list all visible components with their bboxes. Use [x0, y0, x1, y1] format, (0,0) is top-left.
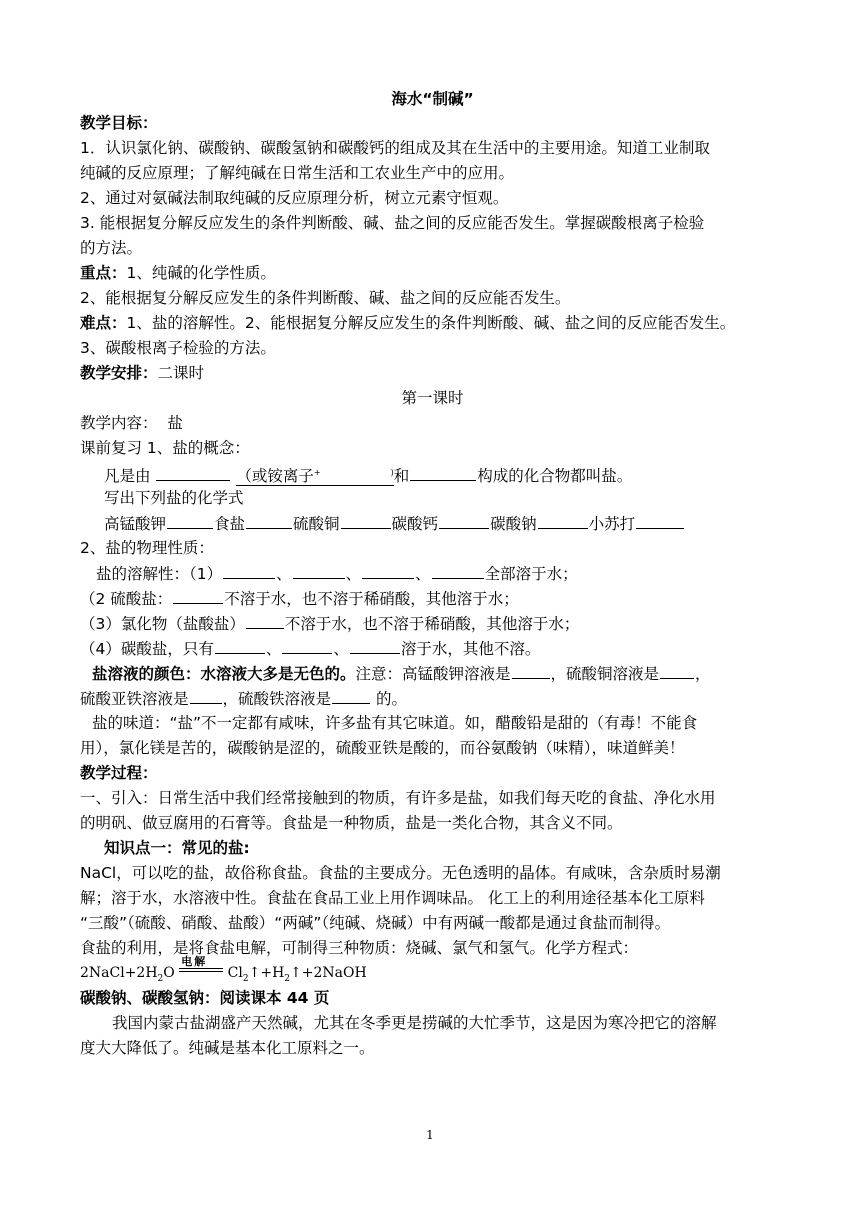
salt-5-label: 碳酸钠 — [490, 515, 537, 533]
concept-ammonium-blank[interactable]: （或铵离子+ ) — [236, 467, 394, 486]
solution-color-heading: 盐溶液的颜色：水溶液大多是无色的。 — [92, 665, 356, 683]
equation-product-2: ↑+H — [248, 965, 285, 981]
color-text-c: ， — [695, 665, 711, 683]
separator: 、 — [333, 640, 349, 658]
separator: 、 — [345, 565, 362, 583]
concept-text-c: 和 — [393, 467, 410, 486]
solubility-4-label: （4）碳酸盐，只有 — [80, 640, 214, 658]
formula-fill-line — [104, 512, 685, 535]
blank-field[interactable] — [341, 512, 391, 529]
blank-field[interactable] — [282, 637, 332, 654]
key-points-label: 重点： — [80, 264, 127, 282]
subscript: 2 — [284, 973, 291, 984]
difficulty-line-1 — [80, 312, 735, 334]
nacl-line-a: NaCl，可以吃的盐，故俗称食盐。食盐的主要成分。无色透明的晶体。有咸味，含杂质时易潮 — [80, 864, 721, 882]
salt-2-label: 食盐 — [214, 515, 246, 533]
key-points-line-1 — [80, 262, 276, 284]
separator: 、 — [265, 640, 282, 658]
separator: 、 — [415, 565, 431, 583]
goal-3-line-a: 3. 能根据复分解反应发生的条件判断酸、碱、盐之间的反应能否发生。掌握碳酸根离子检验 — [80, 214, 705, 232]
arrangement-line — [80, 362, 204, 384]
reaction-condition-sign — [179, 955, 223, 977]
carbonate-line-a: 我国内蒙古盐湖盛产天然碱，尤其在冬季更是捞碱的大忙季节，这是因为寒冷把它的溶解 — [112, 1014, 717, 1032]
salt-4-label: 碳酸钙 — [391, 515, 439, 533]
blank-field[interactable] — [512, 662, 550, 679]
content-line — [80, 412, 183, 434]
arrangement-label: 教学安排： — [80, 364, 158, 382]
equation-reactants: 2NaCl+2H — [80, 965, 158, 981]
goal-1-line-a: 1．认识氯化钠、碳酸钠、碳酸氢钠和碳酸钙的组成及其在生活中的主要用途。知道工业制取 — [80, 139, 710, 157]
difficulty-label: 难点： — [80, 314, 127, 332]
physical-properties-heading: 2、盐的物理性质： — [80, 539, 214, 557]
reaction-condition: 电解 — [181, 955, 208, 968]
nacl-line-d: 食盐的利用，是将食盐电解，可制得三种物质：烧碱、氯气和氢气。化学方程式： — [80, 939, 639, 957]
blank-field[interactable] — [173, 587, 223, 604]
blank-field[interactable] — [246, 612, 284, 629]
solubility-3-label: （3）氯化物（盐酸盐） — [80, 615, 245, 633]
goal-1-line-b: 纯碱的反应原理；了解纯碱在日常生活和工农业生产中的应用。 — [80, 164, 515, 182]
solubility-1-label: 盐的溶解性：（1） — [96, 565, 223, 583]
solubility-line-1 — [96, 562, 578, 585]
goal-3-line-b: 的方法。 — [80, 239, 143, 257]
intro-line-a: 一、引入：日常生活中我们经常接触到的物质，有许多是盐，如我们每天吃的食盐、净化水用 — [80, 789, 716, 807]
salt-6-label: 小苏打 — [588, 515, 636, 533]
content-label: 教学内容： — [80, 414, 158, 432]
page-title: 海水“制碱” — [391, 90, 474, 108]
blank-field[interactable] — [156, 464, 230, 481]
color-text-d: 硫酸亚铁溶液是 — [80, 690, 189, 708]
blank-field[interactable] — [660, 662, 694, 679]
concept-text-b: （或铵离子 — [236, 467, 314, 486]
nacl-line-b: 解；溶于水，水溶液中性。食盐在食品工业上用作调味品。 化工上的利用途径基本化工原料 — [80, 889, 705, 907]
blank-field[interactable] — [350, 637, 400, 654]
salt-1-label: 高锰酸钾 — [104, 515, 167, 533]
blank-field[interactable] — [432, 562, 484, 579]
concept-text-a: 凡是由 — [104, 467, 151, 486]
color-text-b: ，硫酸铜溶液是 — [550, 665, 660, 683]
separator: 、 — [276, 565, 292, 583]
process-heading: 教学过程： — [80, 764, 158, 782]
lesson-heading: 第一课时 — [401, 389, 464, 407]
difficulty-1: 1、盐的溶解性。2、能根据复分解反应发生的条件判断酸、碱、盐之间的反应能否发生。 — [126, 314, 736, 332]
solubility-line-3 — [80, 612, 579, 635]
blank-field[interactable] — [362, 562, 414, 579]
solution-color-line — [92, 662, 711, 685]
review-heading: 课前复习 1、盐的概念： — [80, 439, 250, 457]
goals-heading: 教学目标： — [80, 114, 158, 132]
blank-field[interactable] — [538, 512, 588, 529]
key-point-2: 2、能根据复分解反应发生的条件判断酸、碱、盐之间的反应能否发生。 — [80, 289, 571, 307]
solution-color-line-2 — [80, 687, 407, 710]
solubility-4-tail: 溶于水，其他不溶。 — [400, 640, 541, 658]
taste-line-a: 盐的味道：“盐”不一定都有咸味，许多盐有其它味道。如，醋酸铅是甜的（有毒！不能食 — [92, 714, 698, 732]
blank-field[interactable] — [167, 512, 213, 529]
knowledge-point-1: 知识点一：常见的盐: — [104, 839, 250, 857]
page-number: 1 — [426, 1128, 434, 1142]
color-text-e: ，硫酸铁溶液是 — [222, 690, 332, 708]
nacl-line-c: “三酸”（硫酸、硝酸、盐酸）“两碱”（纯碱、烧碱）中有两碱一酸都是通过食盐而制得。 — [80, 914, 671, 932]
salt-concept-line — [104, 462, 632, 487]
taste-line-b: 用），氯化镁是苦的，碳酸钠是涩的，硫酸亚铁是酸的，而谷氨酸钠（味精），味道鲜美！ — [80, 739, 685, 757]
blank-field[interactable] — [410, 464, 476, 481]
intro-line-b: 的明矾、做豆腐用的石膏等。食盐是一种物质，盐是一类化合物，其含义不同。 — [80, 814, 623, 832]
carbonate-heading: 碳酸钠、碳酸氢钠：阅读课本 44 页 — [80, 989, 330, 1007]
solubility-3-tail: 不溶于水，也不溶于稀硝酸，其他溶于水； — [284, 615, 580, 633]
blank-field[interactable] — [223, 562, 275, 579]
salt-3-label: 硫酸铜 — [293, 515, 340, 533]
blank-field[interactable] — [332, 687, 370, 704]
blank-field[interactable] — [293, 562, 345, 579]
concept-text-d: 构成的化合物都叫盐。 — [477, 467, 633, 486]
solubility-1-tail: 全部溶于水； — [484, 565, 578, 583]
goal-2: 2、通过对氨碱法制取纯碱的反应原理分析，树立元素守恒观。 — [80, 189, 509, 207]
difficulty-3: 3、碳酸根离子检验的方法。 — [80, 339, 276, 357]
subscript: 2 — [242, 973, 249, 984]
arrangement-value: 二课时 — [157, 364, 205, 382]
blank-field[interactable] — [215, 637, 265, 654]
color-text-a: 注意：高锰酸钾溶液是 — [355, 665, 511, 683]
solubility-2-tail: 不溶于水，也不溶于稀硝酸，其他溶于水； — [224, 590, 519, 608]
subscript: 2 — [157, 973, 164, 984]
equation-reactants-end: O — [163, 965, 175, 981]
equation-product-1: Cl — [227, 965, 243, 981]
blank-field[interactable] — [439, 512, 489, 529]
key-point-1: 1、纯碱的化学性质。 — [126, 264, 276, 282]
solubility-line-4 — [80, 637, 540, 660]
solubility-line-2 — [80, 587, 519, 610]
content-value: 盐 — [167, 414, 183, 432]
write-formula-prompt: 写出下列盐的化学式 — [104, 489, 244, 507]
solubility-2-label: （2 硫酸盐： — [80, 590, 173, 608]
equation-product-3: ↑+2NaOH — [290, 965, 367, 981]
blank-field[interactable] — [636, 512, 684, 529]
blank-field[interactable] — [190, 687, 222, 704]
color-text-f: 的。 — [375, 690, 407, 708]
carbonate-line-b: 度大大降低了。纯碱是基本化工原料之一。 — [80, 1039, 375, 1057]
blank-field[interactable] — [246, 512, 292, 529]
electrolysis-equation — [80, 955, 367, 990]
